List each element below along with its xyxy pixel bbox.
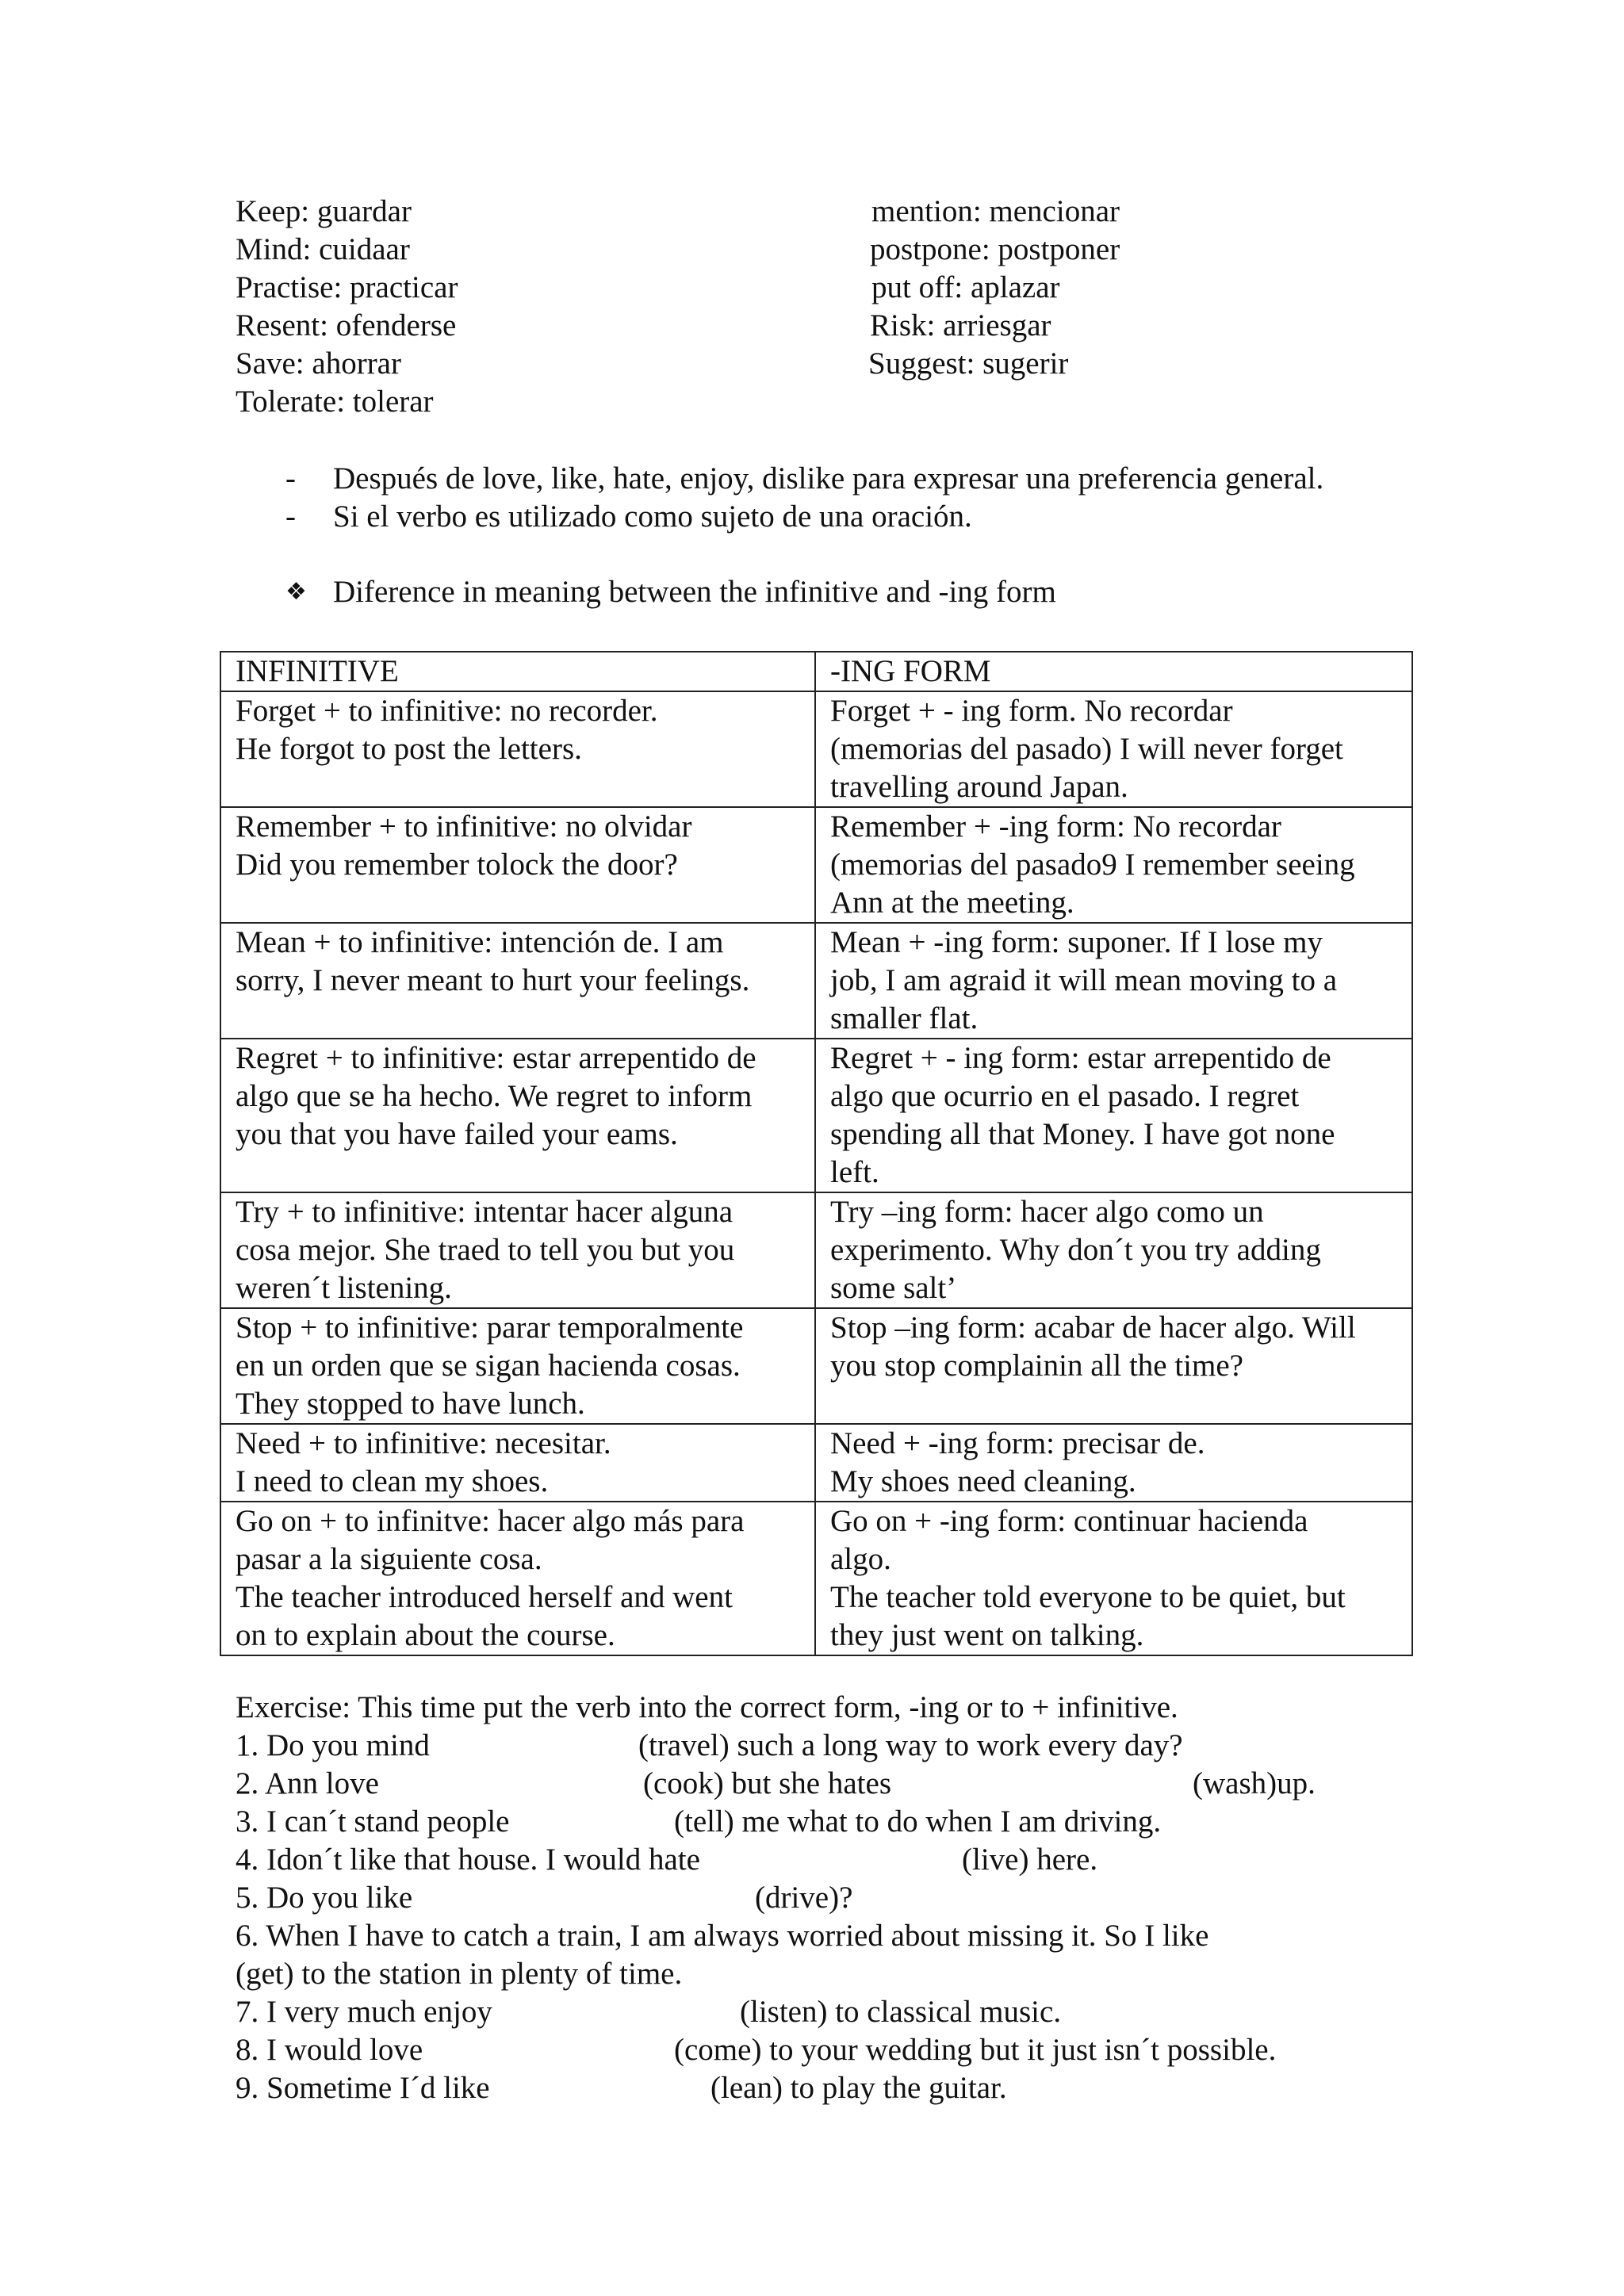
note-text: Después de love, like, hate, enjoy, dislike para expresar una preferencia general. <box>333 461 1324 496</box>
exercise-item <box>236 1879 1504 1917</box>
cell-line: They stopped to have lunch. <box>236 1387 585 1421</box>
cell-line: pasar a la siguiente cosa. <box>236 1542 542 1576</box>
cell-line: Mean + to infinitive: intención de. I am <box>236 925 724 959</box>
cell-line: you that you have failed your eams. <box>236 1117 678 1151</box>
cell-line: some salt’ <box>830 1271 957 1305</box>
table-cell <box>220 1039 815 1192</box>
table-cell <box>220 1502 815 1655</box>
exercise-verb-hint: (lean) to play the guitar. <box>710 2071 1007 2105</box>
exercise-intro <box>236 1689 1504 1727</box>
table-cell <box>220 1424 815 1502</box>
table-row <box>220 1039 1412 1192</box>
cell-line: Forget + to infinitive: no recorder. <box>236 694 658 728</box>
table-cell <box>220 807 815 923</box>
table-row <box>220 691 1412 807</box>
table-cell <box>815 1502 1412 1655</box>
cell-line: they just went on talking. <box>830 1618 1144 1652</box>
cell-line: He forgot to post the letters. <box>236 732 582 766</box>
cell-line: Forget + - ing form. No recordar <box>830 694 1233 728</box>
table-cell <box>815 923 1412 1039</box>
table-cell <box>815 1039 1412 1192</box>
exercise-prompt: 3. I can´t stand people <box>236 1804 510 1839</box>
cell-line: left. <box>830 1155 879 1189</box>
cell-line: The teacher told everyone to be quiet, but <box>830 1580 1346 1614</box>
cell-line: My shoes need cleaning. <box>830 1464 1136 1498</box>
cell-line: Go on + -ing form: continuar hacienda <box>830 1504 1308 1538</box>
table-cell <box>815 1192 1412 1308</box>
cell-line: smaller flat. <box>830 1001 979 1035</box>
table-cell <box>815 1308 1412 1424</box>
table-cell <box>220 1308 815 1424</box>
exercise-prompt: 5. Do you like <box>236 1881 413 1915</box>
table-row <box>220 1192 1412 1308</box>
vocab-item: Risk: arriesgar <box>870 308 1051 342</box>
exercise-item <box>236 2031 1504 2069</box>
exercise-instructions: Exercise: This time put the verb into the correct form, -ing or to + infinitive. <box>236 1690 1178 1724</box>
table-row <box>220 923 1412 1039</box>
usage-notes <box>285 460 1554 536</box>
cell-line: Go on + to infinitve: hacer algo más para <box>236 1504 745 1538</box>
exercise-prompt: 6. When I have to catch a train, I am always worried about missing it. So I like <box>236 1919 1209 1953</box>
table-row <box>220 807 1412 923</box>
exercise-verb-hint: (get) to the station in plenty of time. <box>236 1957 683 1991</box>
cell-line: algo. <box>830 1542 891 1576</box>
exercise-section <box>236 1689 1504 2107</box>
vocab-item: Mind: cuidaar <box>236 232 410 266</box>
exercise-verb-hint: (tell) me what to do when I am driving. <box>674 1804 1162 1839</box>
exercise-verb-hint: (cook) but she hates <box>643 1766 891 1800</box>
cell-line: Stop + to infinitive: parar temporalmente <box>236 1311 744 1345</box>
section-heading <box>285 573 1056 611</box>
vocab-item: Suggest: sugerir <box>868 346 1069 381</box>
cell-line: algo que se ha hecho. We regret to inform <box>236 1079 753 1113</box>
cell-line: Remember + -ing form: No recordar <box>830 809 1281 844</box>
exercise-prompt: 2. Ann love <box>236 1766 379 1800</box>
cell-line: Need + to infinitive: necesitar. <box>236 1426 611 1460</box>
vocab-item: mention: mencionar <box>871 194 1120 228</box>
cell-line: en un orden que se sigan hacienda cosas. <box>236 1349 741 1383</box>
cell-line: Try + to infinitive: intentar hacer alguna <box>236 1195 733 1229</box>
cell-line: Need + -ing form: precisar de. <box>830 1426 1205 1460</box>
note-item <box>285 460 1554 498</box>
exercise-prompt: 9. Sometime I´d like <box>236 2071 490 2105</box>
cell-line: I need to clean my shoes. <box>236 1464 549 1498</box>
exercise-item <box>236 1803 1504 1841</box>
exercise-verb-hint: (listen) to classical music. <box>740 1995 1062 2029</box>
vocab-item: Practise: practicar <box>236 270 458 304</box>
exercise-verb-hint: (wash)up. <box>1193 1766 1316 1800</box>
infinitive-vs-ing-table <box>220 651 1413 1656</box>
exercise-item <box>236 1993 1504 2031</box>
section-heading-text: Diference in meaning between the infinitive and -ing form <box>333 575 1056 609</box>
cell-line: experimento. Why don´t you try adding <box>830 1233 1321 1267</box>
cell-line: spending all that Money. I have got none <box>830 1117 1335 1151</box>
cell-line: Regret + - ing form: estar arrepentido de <box>830 1041 1331 1075</box>
cell-line: travelling around Japan. <box>830 770 1128 804</box>
cell-line: (memorias del pasado) I will never forget <box>830 732 1343 766</box>
cell-line: on to explain about the course. <box>236 1618 615 1652</box>
exercise-item <box>236 1917 1504 1955</box>
exercise-item <box>236 1727 1504 1765</box>
table-cell <box>815 807 1412 923</box>
exercise-item-continuation <box>236 1955 1504 1993</box>
vocab-item: Save: ahorrar <box>236 346 401 381</box>
column-header-infinitive: INFINITIVE <box>220 652 815 691</box>
dash-marker: - <box>285 461 296 496</box>
table-cell <box>220 923 815 1039</box>
table-cell <box>815 691 1412 807</box>
exercise-item <box>236 1765 1504 1803</box>
cell-line: algo que ocurrio en el pasado. I regret <box>830 1079 1300 1113</box>
cell-line: Ann at the meeting. <box>830 886 1074 920</box>
vocab-item: Tolerate: tolerar <box>236 385 434 419</box>
vocab-item: Keep: guardar <box>236 194 412 228</box>
table-cell <box>220 1192 815 1308</box>
vocab-item: postpone: postponer <box>870 232 1120 266</box>
cell-line: sorry, I never meant to hurt your feelings. <box>236 963 750 997</box>
exercise-verb-hint: (travel) such a long way to work every day? <box>638 1728 1183 1762</box>
table-cell <box>815 1424 1412 1502</box>
cell-line: Stop –ing form: acabar de hacer algo. Will <box>830 1311 1356 1345</box>
table-cell <box>220 691 815 807</box>
exercise-verb-hint: (come) to your wedding but it just isn´t possible. <box>674 2033 1277 2067</box>
exercise-verb-hint: (drive)? <box>755 1881 853 1915</box>
cell-line: you stop complainin all the time? <box>830 1349 1243 1383</box>
table-header-row <box>220 652 1412 691</box>
cell-line: Try –ing form: hacer algo como un <box>830 1195 1264 1229</box>
cell-line: job, I am agraid it will mean moving to a <box>830 963 1338 997</box>
exercise-item <box>236 2069 1504 2107</box>
cell-line: Regret + to infinitive: estar arrepentido de <box>236 1041 756 1075</box>
cell-line: weren´t listening. <box>236 1271 452 1305</box>
vocab-item: put off: aplazar <box>871 270 1060 304</box>
table-row <box>220 1424 1412 1502</box>
exercise-verb-hint: (live) here. <box>962 1843 1098 1877</box>
note-text: Si el verbo es utilizado como sujeto de una oración. <box>333 499 972 534</box>
cell-line: (memorias del pasado9 I remember seeing <box>830 848 1355 882</box>
exercise-prompt: 4. Idon´t like that house. I would hate <box>236 1843 700 1877</box>
dash-marker: - <box>285 499 296 534</box>
cell-line: Did you remember tolock the door? <box>236 848 678 882</box>
column-header-ing-form: -ING FORM <box>815 652 1412 691</box>
cell-line: Remember + to infinitive: no olvidar <box>236 809 692 844</box>
cell-line: Mean + -ing form: suponer. If I lose my <box>830 925 1323 959</box>
cell-line: cosa mejor. She traed to tell you but you <box>236 1233 735 1267</box>
exercise-prompt: 8. I would love <box>236 2033 423 2067</box>
table-row <box>220 1308 1412 1424</box>
exercise-prompt: 1. Do you mind <box>236 1728 430 1762</box>
diamond-bullet-icon: ❖ <box>285 578 307 606</box>
cell-line: The teacher introduced herself and went <box>236 1580 733 1614</box>
vocab-item: Resent: ofenderse <box>236 308 457 342</box>
exercise-prompt: 7. I very much enjoy <box>236 1995 492 2029</box>
exercise-item <box>236 1841 1504 1879</box>
table-row <box>220 1502 1412 1655</box>
note-item <box>285 498 1554 536</box>
